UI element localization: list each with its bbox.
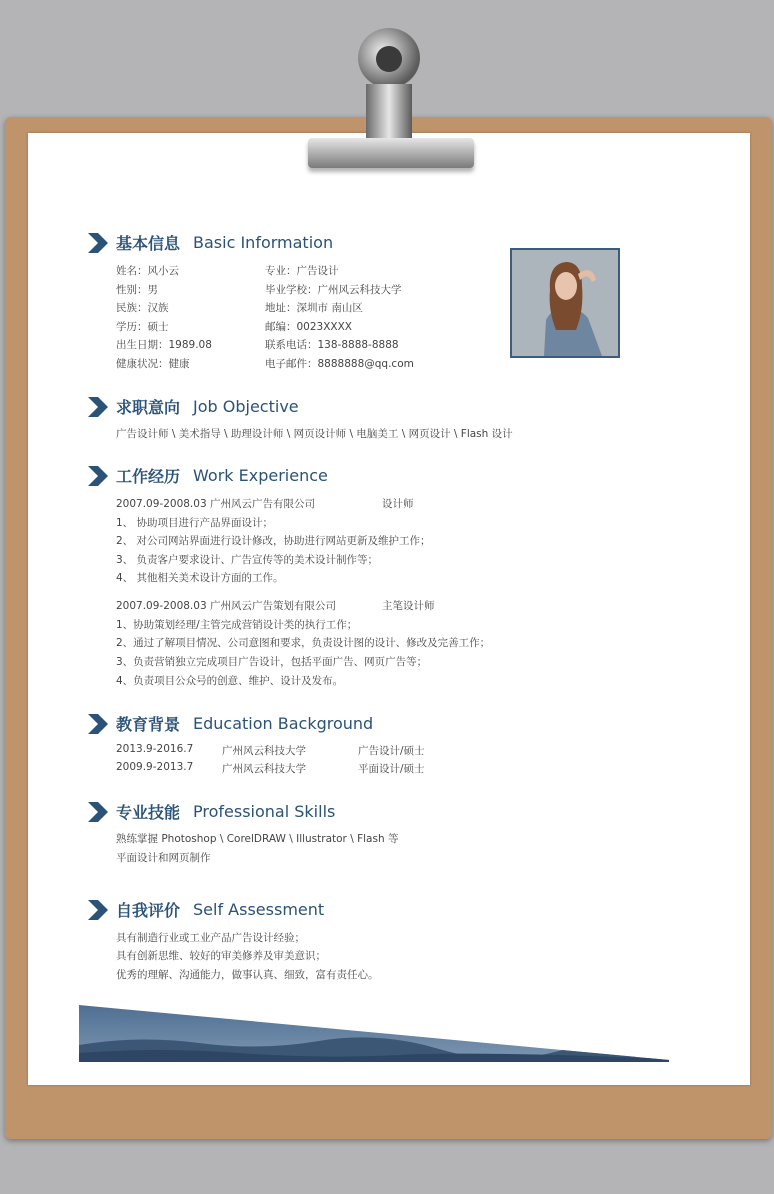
section-basic-info bbox=[88, 231, 333, 254]
objective-text: 广告设计师 \ 美术指导 \ 助理设计师 \ 网页设计师 \ 电脑美工 \ 网页设计 \ Flash 设计 bbox=[116, 428, 513, 440]
edu-1-period: 2013.9-2016.7 bbox=[116, 743, 194, 755]
work-1-item: 2、 对公司网站界面进行设计修改，协助进行网站更新及维护工作； bbox=[116, 535, 431, 547]
section-title-en: Job Objective bbox=[193, 397, 299, 416]
section-title-cn: 基本信息 bbox=[116, 234, 181, 253]
section-education bbox=[88, 712, 373, 735]
section-title-en: Basic Information bbox=[193, 233, 334, 252]
edu-1-school: 广州风云科技大学 bbox=[222, 745, 306, 757]
work-2-item: 4、负责项目公众号的创意、维护、设计及发布。 bbox=[116, 675, 344, 687]
section-title-en: Professional Skills bbox=[193, 802, 336, 821]
edu-2-period: 2009.9-2013.7 bbox=[116, 761, 194, 773]
chevron-right-icon bbox=[88, 233, 108, 253]
work-1-period: 2007.09-2008.03 广州风云广告有限公司 bbox=[116, 498, 315, 510]
landscape-banner bbox=[79, 1005, 669, 1062]
info-degree: 学历：硕士 bbox=[116, 321, 169, 333]
info-postcode: 邮编：0023XXXX bbox=[265, 321, 352, 333]
work-2-title: 主笔设计师 bbox=[382, 600, 435, 612]
info-address: 地址：深圳市 南山区 bbox=[265, 302, 363, 314]
edu-1-degree: 广告设计/硕士 bbox=[358, 745, 425, 757]
edu-2-degree: 平面设计/硕士 bbox=[358, 763, 425, 775]
section-title-en: Education Background bbox=[193, 714, 374, 733]
profile-photo bbox=[510, 248, 620, 358]
work-1-title: 设计师 bbox=[382, 498, 414, 510]
section-title-cn: 自我评价 bbox=[116, 901, 181, 920]
section-title-cn: 求职意向 bbox=[116, 398, 181, 417]
chevron-right-icon bbox=[88, 397, 108, 417]
section-title-en: Work Experience bbox=[193, 466, 328, 485]
work-1-item: 4、 其他相关美术设计方面的工作。 bbox=[116, 572, 284, 584]
chevron-right-icon bbox=[88, 466, 108, 486]
work-2-period: 2007.09-2008.03 广州风云广告策划有限公司 bbox=[116, 600, 336, 612]
work-2-item: 3、负责营销独立完成项目广告设计，包括平面广告、网页广告等； bbox=[116, 656, 428, 668]
section-title-cn: 教育背景 bbox=[116, 715, 181, 734]
work-2-item: 1、协助策划经理/主管完成营销设计类的执行工作； bbox=[116, 619, 358, 631]
info-email: 电子邮件：8888888@qq.com bbox=[265, 358, 414, 370]
edu-2-school: 广州风云科技大学 bbox=[222, 763, 306, 775]
binder-clip-icon bbox=[300, 28, 476, 178]
work-1-item: 3、 负责客户要求设计、广告宣传等的美术设计制作等； bbox=[116, 554, 379, 566]
section-title-cn: 专业技能 bbox=[116, 803, 181, 822]
section-job-objective bbox=[88, 395, 299, 418]
info-school: 毕业学校：广州风云科技大学 bbox=[265, 284, 402, 296]
assessment-line: 优秀的理解、沟通能力，做事认真、细致，富有责任心。 bbox=[116, 969, 379, 981]
assessment-line: 具有创新思维、较好的审美修养及审美意识； bbox=[116, 950, 326, 962]
work-2-item: 2、通过了解项目情况、公司意图和要求，负责设计图的设计、修改及完善工作； bbox=[116, 637, 491, 649]
assessment-line: 具有制造行业或工业产品广告设计经验； bbox=[116, 932, 305, 944]
info-gender: 性别：男 bbox=[116, 284, 158, 296]
section-title-cn: 工作经历 bbox=[116, 467, 181, 486]
info-health: 健康状况：健康 bbox=[116, 358, 190, 370]
info-birthdate: 出生日期：1989.08 bbox=[116, 339, 212, 351]
info-phone: 联系电话：138-8888-8888 bbox=[265, 339, 399, 351]
section-skills bbox=[88, 800, 335, 823]
chevron-right-icon bbox=[88, 900, 108, 920]
work-1-item: 1、 协助项目进行产品界面设计； bbox=[116, 517, 274, 529]
chevron-right-icon bbox=[88, 714, 108, 734]
skills-line: 平面设计和网页制作 bbox=[116, 852, 211, 864]
info-ethnicity: 民族：汉族 bbox=[116, 302, 169, 314]
section-title-en: Self Assessment bbox=[193, 900, 325, 919]
chevron-right-icon bbox=[88, 802, 108, 822]
skills-line: 熟练掌握 Photoshop \ CorelDRAW \ Illustrator \ Flash 等 bbox=[116, 833, 399, 845]
section-self-assessment bbox=[88, 898, 324, 921]
info-name: 姓名：风小云 bbox=[116, 265, 179, 277]
section-work-experience bbox=[88, 464, 328, 487]
info-major: 专业：广告设计 bbox=[265, 265, 339, 277]
